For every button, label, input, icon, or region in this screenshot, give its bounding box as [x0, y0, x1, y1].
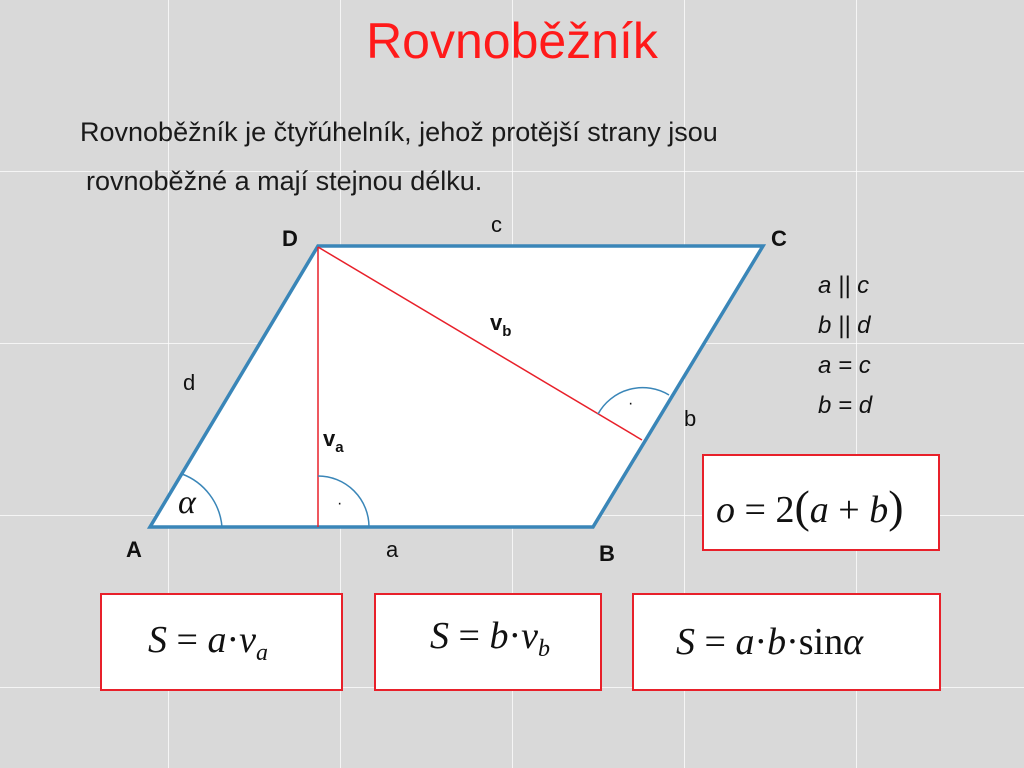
- area-sin-s: S: [676, 621, 695, 663]
- intro-line-2: rovnoběžné a mají stejnou délku.: [86, 166, 483, 196]
- vertex-b-label: B: [599, 541, 615, 566]
- area-b-equals: =: [449, 615, 490, 657]
- parallelogram-shape: [150, 246, 763, 527]
- area-sin-b: b: [767, 621, 787, 663]
- page-title: Rovnoběžník: [366, 13, 658, 69]
- perimeter-a: a: [809, 489, 829, 531]
- perimeter-formula: o = 2(a + b): [716, 481, 904, 532]
- right-angle-dot-b: ·: [628, 395, 634, 412]
- area-sin-dot2: ·: [786, 621, 799, 663]
- vertex-c-label: C: [771, 226, 787, 251]
- height-vb-main: v: [490, 310, 503, 335]
- area-b-side: b: [489, 615, 509, 657]
- property-item: b = d: [818, 392, 873, 419]
- height-va-sub: a: [335, 439, 344, 456]
- area-a-equals: =: [167, 619, 208, 661]
- perimeter-b: b: [869, 489, 889, 531]
- perimeter-coefficient: 2: [775, 489, 795, 531]
- property-item: a = c: [818, 352, 871, 379]
- area-formula-b: [430, 614, 550, 663]
- area-b-sub: b: [537, 636, 550, 662]
- area-a-side: a: [207, 619, 227, 661]
- perimeter-plus: +: [828, 489, 870, 531]
- area-sin-function: sin: [798, 621, 844, 663]
- properties-list: [818, 266, 872, 426]
- property-item: a || c: [818, 272, 870, 299]
- intro-line-1: Rovnoběžník je čtyřúhelník, jehož protější strany jsou: [80, 117, 718, 147]
- area-b-s: S: [430, 615, 449, 657]
- property-item: b || d: [818, 312, 871, 339]
- area-sin-dot1: ·: [754, 621, 768, 663]
- angle-alpha-symbol: α: [178, 484, 196, 521]
- area-a-sub: a: [255, 640, 268, 666]
- right-angle-dot-a: ·: [337, 495, 343, 512]
- side-d-label: d: [183, 370, 196, 395]
- area-sin-equals: =: [695, 621, 736, 663]
- height-va-main: v: [323, 426, 336, 451]
- perimeter-symbol: o: [716, 489, 735, 531]
- side-c-label: c: [491, 212, 502, 237]
- side-b-label: b: [684, 406, 697, 431]
- perimeter-equals: =: [735, 489, 776, 531]
- area-b-dot: ·: [508, 615, 522, 657]
- vertex-d-label: D: [282, 226, 298, 251]
- area-a-v: v: [239, 619, 256, 661]
- vertex-a-label: A: [126, 537, 142, 562]
- height-vb-sub: b: [502, 323, 512, 340]
- area-a-s: S: [148, 619, 167, 661]
- area-sin-a: a: [735, 621, 755, 663]
- area-sin-alpha: α: [843, 621, 864, 663]
- area-a-dot: ·: [226, 619, 240, 661]
- side-a-label: a: [386, 537, 399, 562]
- area-b-v: v: [521, 615, 538, 657]
- area-formula-a: [148, 618, 268, 667]
- area-formula-sin: [676, 620, 863, 664]
